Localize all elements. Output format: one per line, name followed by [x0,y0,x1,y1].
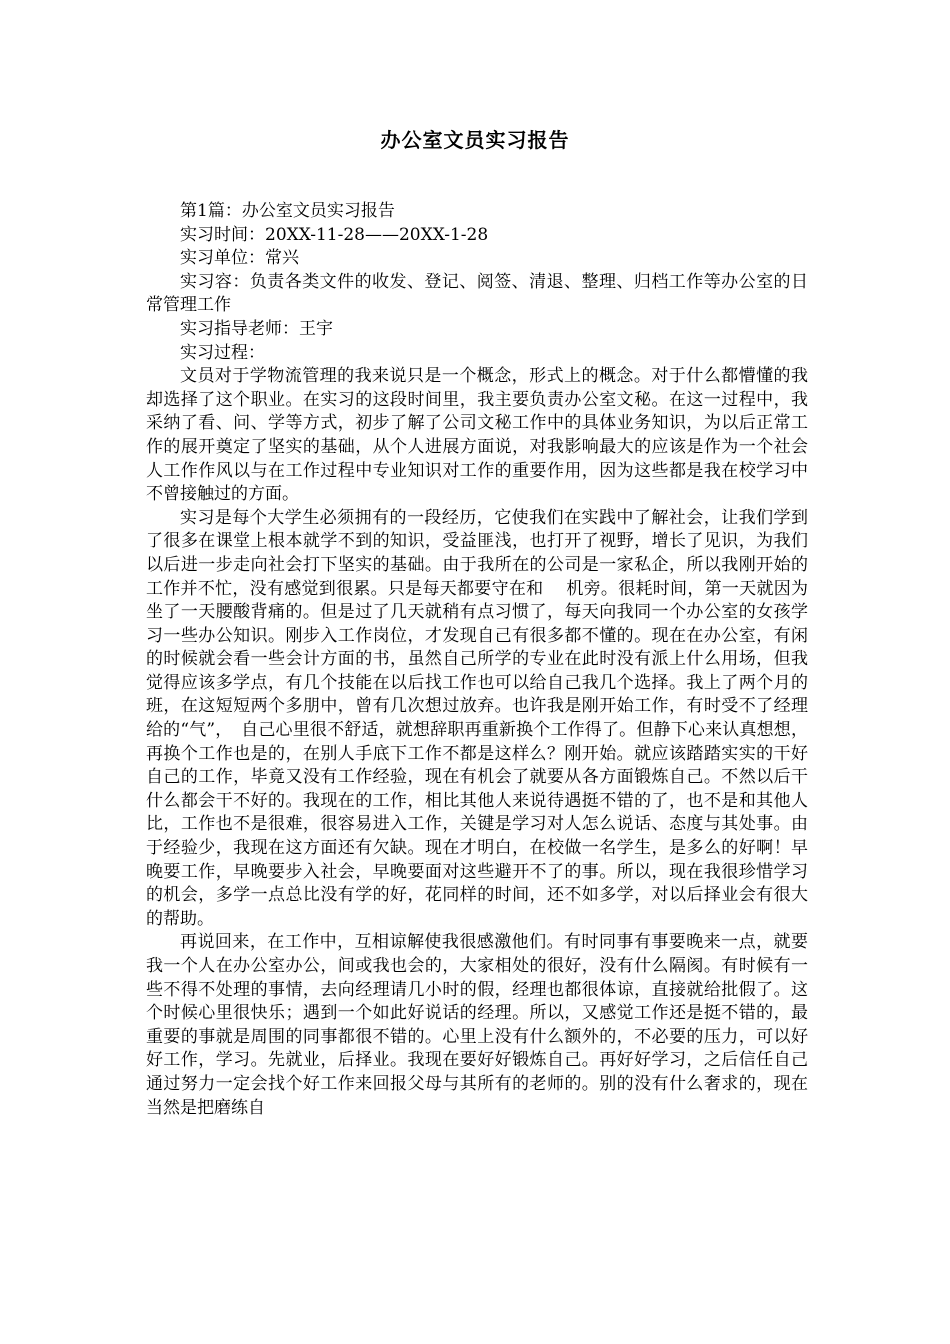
document-body [146,200,808,1120]
document-title: 办公室文员实习报告 [380,128,570,152]
paragraph-process-heading: 实习过程： [180,342,265,363]
paragraph-body: 实习是每个大学生必须拥有的一段经历，它使我们在实践中了解社会，让我们学到了很多在课堂上根本就学不到的知识，受益匪浅，也打开了视野，增长了见识，为我们以后进一步走向社会打下坚实的基础。由于我所在的公司是一家私企，所以我刚开始的工作并不忙，没有感觉到很累。只是每天都要守在和 机旁。很耗时间，第一天就因为坐了一天腰酸背痛的。但是过了几天就稍有点习惯了，每天向我同一个办公室的女孩学习一些办公知识。刚步入工作岗位，才发现自己有很多都不懂的。现在在办公室，有闲的时候就会看一些会计方面的书，虽然自己所学的专业在此时没有派上什么用场，但我觉得应该多学点，有几个技能在以后找工作也可以给自己我几个选择。我上了两个月的班，在这短短两个多朋中，曾有几次想过放弃。也许我是刚开始工作，有时受不了经理给的“气”， 自己心里很不舒适，就想辞职再重新换个工作得了。但静下心来认真想想，再换个工作也是的，在别人手底下工作不都是这样么？刚开始。就应该踏踏实实的干好自己的工作，毕竟又没有工作经验，现在有机会了就要从各方面锻炼自己。不然以后干什么都会干不好的。我现在的工作，相比其他人来说待遇挺不错的了，也不是和其他人比，工作也不是很难，很容易进入工作，关键是学习对人怎么说话、态度与其处事。由于经验少，我现在这方面还有欠缺。现在才明白，在校做一名学生，是多么的好啊！早晚要工作，早晚要步入社会，早晚要面对这些避开不了的事。所以，现在我很珍惜学习的机会，多学一点总比没有学的好，花同样的时间，还不如多学，对以后择业会有很大的帮助。 [146,507,808,929]
paragraph-supervisor: 实习指导老师：王宇 [180,318,333,339]
paragraph-body: 再说回来，在工作中，互相谅解使我很感激他们。有时同事有事要晚来一点，就要我一个人在办公室办公，间或我也会的，大家相处的很好，没有什么隔阂。有时候有一些不得不处理的事情，去向经理请几小时的假，经理也都很体谅，直接就给批假了。这个时候心里很快乐；遇到一个如此好说话的经理。所以，又感觉工作还是挺不错的，最重要的事就是周围的同事都很不错的。心里上没有什么额外的，不必要的压力，可以好好工作，学习。先就业，后择业。我现在要好好锻炼自己。再好好学习，之后信任自己通过努力一定会找个好工作来回报父母与其所有的老师的。别的没有什么奢求的，现在当然是把磨练自 [146,932,808,1118]
paragraph-internship-time: 实习时间：20XX-11-28——20XX-1-28 [180,224,489,245]
paragraph-internship-unit: 实习单位：常兴 [180,248,299,269]
paragraph-section-heading: 第1篇：办公室文员实习报告 [180,201,395,221]
paragraph-body: 文员对于学物流管理的我来说只是一个概念，形式上的概念。对于什么都懵懂的我却选择了这个职业。在实习的这段时间里，我主要负责办公室文秘。在这一过程中，我采纳了看、问、学等方式，初步了解了公司文秘工作中的具体业务知识，为以后正常工作的展开奠定了坚实的基础，从个人进展方面说，对我影响最大的应该是作为一个社会人工作作风以与在工作过程中专业知识对工作的重要作用，因为这些都是我在校学习中不曾接触过的方面。 [146,366,808,505]
paragraph-internship-content: 实习容：负责各类文件的收发、登记、阅签、清退、整理、归档工作等办公室的日常管理工作 [146,271,808,316]
